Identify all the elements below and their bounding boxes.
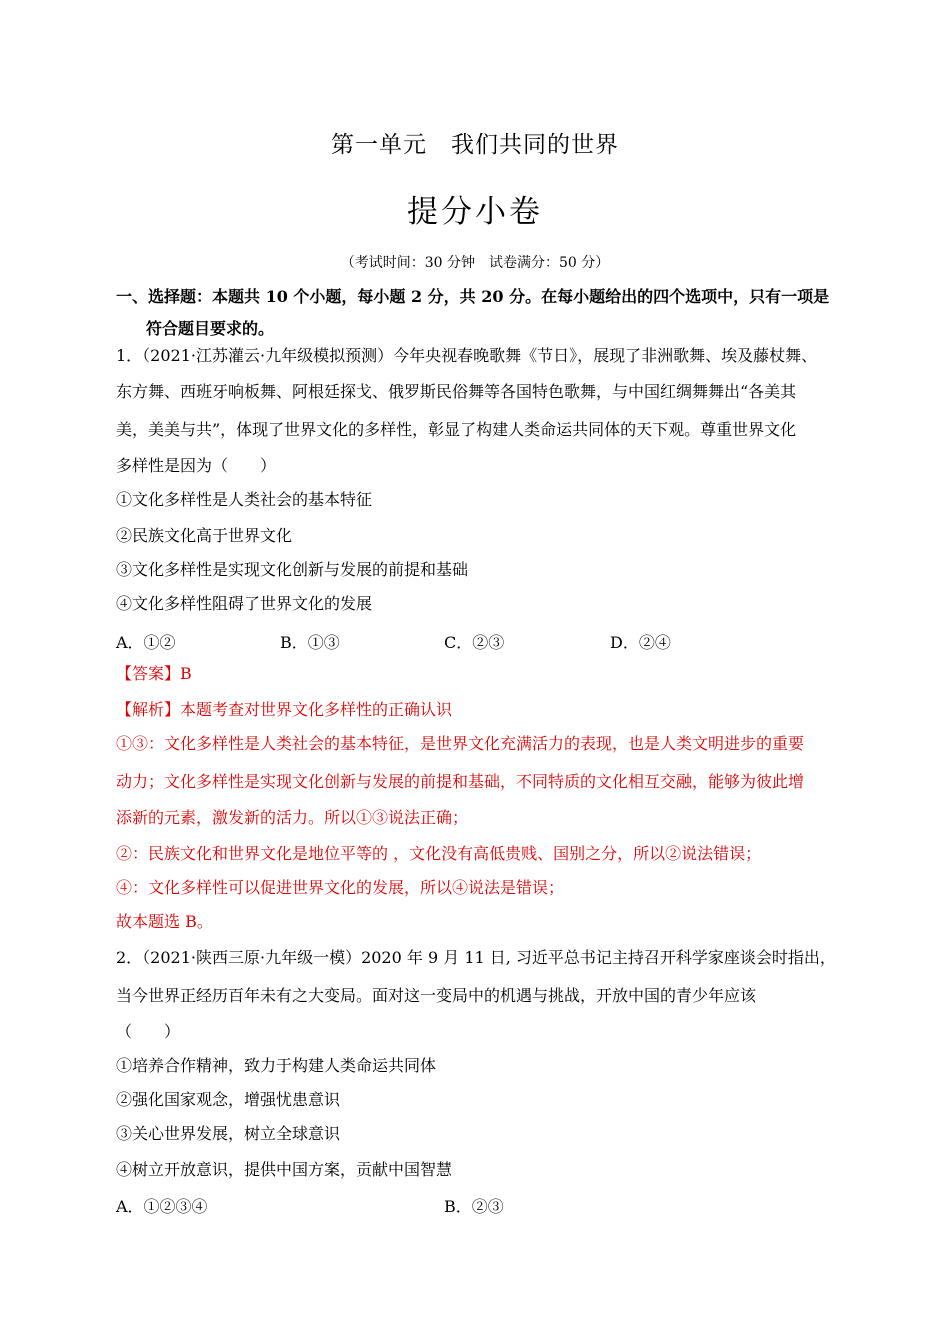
q2-statement: ②强化国家观念，增强忧患意识 (116, 1090, 341, 1109)
q2-stem-line: 当今世界正经历百年未有之大变局。面对这一变局中的机遇与挑战，开放中国的青少年应该 (116, 986, 757, 1005)
unit-title: 第一单元 我们共同的世界 (331, 132, 619, 158)
q2-stem-line: （ ） (116, 1022, 181, 1041)
q1-option-a: A．①② (116, 633, 176, 652)
paper-title: 提分小卷 (407, 194, 543, 230)
q2-option-a: A．①②③④ (116, 1197, 208, 1216)
q1-option-b: B．①③ (280, 633, 340, 652)
q1-option-c: C．②③ (444, 633, 505, 652)
q1-statement: ③文化多样性是实现文化创新与发展的前提和基础 (116, 560, 469, 579)
q2-stem-line: 2．（2021·陕西三原·九年级一模）2020 年 9 月 11 日, 习近平总书记主持召开科学家座谈会时指出， (116, 948, 836, 967)
section-heading: 一、选择题：本题共 10 个小题，每小题 2 分，共 20 分。在每小题给出的四个选项中，只有一项是 (116, 287, 830, 306)
q2-statement: ④树立开放意识，提供中国方案，贡献中国智慧 (116, 1160, 453, 1179)
q1-statement: ①文化多样性是人类社会的基本特征 (116, 490, 373, 509)
q2-statement: ①培养合作精神，致力于构建人类命运共同体 (116, 1056, 437, 1075)
q1-analysis-line: 动力；文化多样性是实现文化创新与发展的前提和基础，不同特质的文化相互交融，能够为彼此增 (116, 772, 805, 791)
q1-statement: ②民族文化高于世界文化 (116, 526, 293, 545)
q1-stem-line: 1．（2021·江苏灌云·九年级模拟预测）今年央视春晚歌舞《节日》，展现了非洲歌舞、埃及藤杖舞、 (116, 346, 818, 365)
q2-statement: ③关心世界发展，树立全球意识 (116, 1124, 341, 1143)
q1-analysis-line: 故本题选 B。 (116, 912, 213, 931)
q1-analysis-line: ②：民族文化和世界文化是地位平等的 ，文化没有高低贵贱、国别之分，所以②说法错误； (116, 844, 762, 863)
section-heading-cont: 符合题目要求的。 (146, 319, 275, 338)
q1-analysis-line: 【解析】本题考查对世界文化多样性的正确认识 (116, 700, 453, 719)
q1-stem-line: 多样性是因为（ ） (116, 456, 277, 475)
q2-option-b: B．②③ (444, 1197, 504, 1216)
q1-statement: ④文化多样性阻碍了世界文化的发展 (116, 594, 373, 613)
q1-stem-line: 美，美美与共”，体现了世界文化的多样性，彰显了构建人类命运共同体的天下观。尊重世界文化 (116, 420, 797, 439)
exam-meta: （考试时间：30 分钟 试卷满分：50 分） (340, 255, 610, 271)
q1-answer: 【答案】B (116, 664, 192, 683)
q1-analysis-line: ④：文化多样性可以促进世界文化的发展，所以④说法是错误； (116, 878, 565, 897)
q1-analysis-line: ①③：文化多样性是人类社会的基本特征，是世界文化充满活力的表现，也是人类文明进步的重要 (116, 734, 805, 753)
q1-analysis-line: 添新的元素，激发新的活力。所以①③说法正确； (116, 808, 469, 827)
q1-option-d: D．②④ (610, 633, 671, 652)
q1-stem-line: 东方舞、西班牙响板舞、阿根廷探戈、俄罗斯民俗舞等各国特色歌舞，与中国红绸舞舞出“各美其 (116, 382, 797, 401)
